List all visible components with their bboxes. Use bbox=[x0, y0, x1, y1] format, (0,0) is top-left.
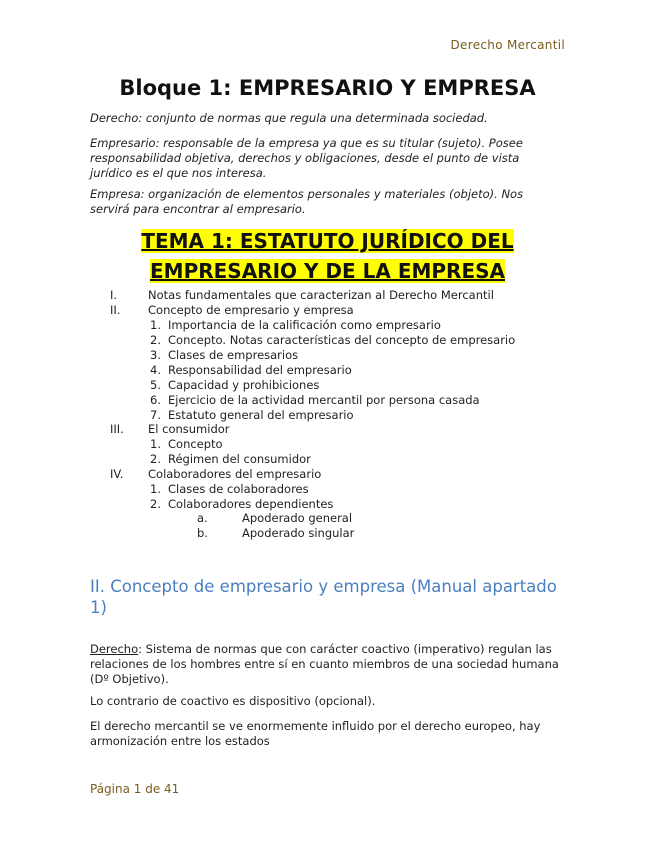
term-derecho: Derecho bbox=[90, 642, 139, 656]
page-title: Bloque 1: EMPRESARIO Y EMPRESA bbox=[119, 76, 536, 100]
tema-title-line2: EMPRESARIO Y DE LA EMPRESA bbox=[150, 259, 505, 283]
body-paragraph-dispositivo: Lo contrario de coactivo es dispositivo (opcional). bbox=[90, 694, 376, 708]
body-paragraph-derecho: Derecho: Sistema de normas que con carácter coactivo (imperativo) regulan las relaciones de los hombres entre sí en cuanto miembros de una sociedad humana (Dº Objetivo). bbox=[90, 642, 559, 686]
intro-empresario: Empresario: responsable de la empresa ya que es su titular (sujeto). Posee responsabilidad objetiva, derechos y obligaciones, desde el punto de vista jurídico es el que nos interesa. bbox=[90, 136, 523, 180]
page-number: Página 1 de 41 bbox=[90, 782, 180, 796]
tema-title bbox=[0, 226, 655, 286]
intro-empresa: Empresa: organización de elementos personales y materiales (objeto). Nos servirá para encontrar al empresario. bbox=[90, 187, 524, 216]
running-header: Derecho Mercantil bbox=[450, 38, 565, 52]
section-heading: II. Concepto de empresario y empresa (Manual apartado 1) bbox=[90, 577, 557, 617]
body-paragraph-europeo: El derecho mercantil se ve enormemente influido por el derecho europeo, hay armonización entre los estados bbox=[90, 719, 541, 748]
tema-title-line1: TEMA 1: ESTATUTO JURÍDICO DEL bbox=[141, 229, 514, 253]
intro-derecho: Derecho: conjunto de normas que regula una determinada sociedad. bbox=[90, 111, 488, 125]
